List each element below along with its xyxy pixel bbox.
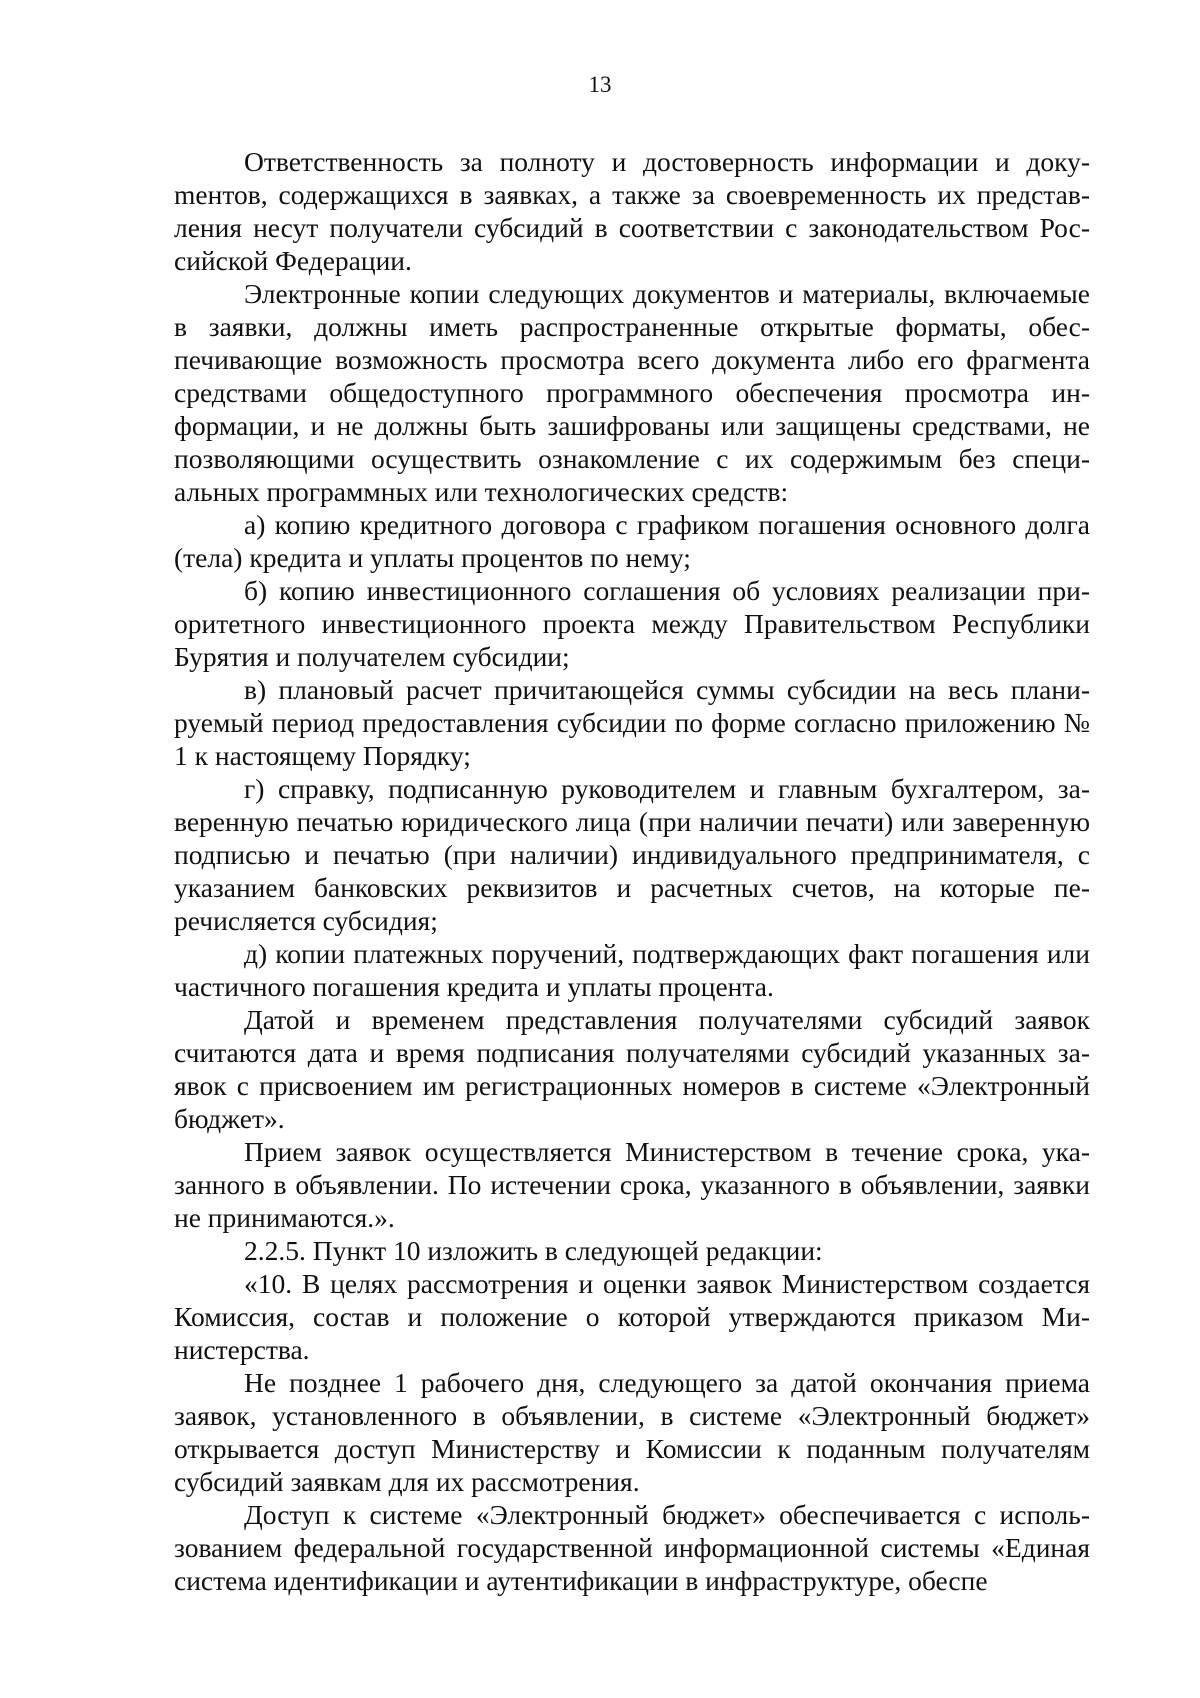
paragraph-responsibility: Ответственность за полноту и достоверность информации и докуmентов, содержащихся в заявках, а также за своевременность их представления несут получатели субсидий в соответствии с законодательством Российской Федерации. (174, 146, 1090, 276)
list-item-a: а) копию кредитного договора с графиком погашения основного долга (тела) кредита и уплаты процентов по нему; (174, 509, 1090, 573)
list-item-g: г) справку, подписанную руководителем и главным бухгалтером, заверенную печатью юридического лица (при наличии печати) или заверенную подписью и печатью (при наличии) индивидуального предпринимателя, с указанием банковских реквизитов и расчетных счетов, на которые перечисляется субсидия; (174, 773, 1090, 936)
page-number: 13 (588, 72, 612, 97)
paragraph-submission-date: Датой и временем представления получателями субсидий заявок считаются дата и время подписания получателями субсидий указанных заявок с присвоением им регистрационных номеров в системе «Электронный бюджет». (174, 1004, 1090, 1134)
paragraph-clause-2-2-5: 2.2.5. Пункт 10 изложить в следующей редакции: (244, 1235, 823, 1266)
paragraph-acceptance-period: Прием заявок осуществляется Министерством в течение срока, указанного в объявлении. По истечении срока, указанного в объявлении, заявки не принимаются.». (174, 1136, 1090, 1233)
paragraph-access-opening: Не позднее 1 рабочего дня, следующего за датой окончания приема заявок, установленного в объявлении, в системе «Электронный бюджет» открывается доступ Министерству и Комиссии к поданным получателям субсидий заявкам для их рассмотрения. (174, 1367, 1090, 1497)
paragraph-electronic-copies: Электронные копии следующих документов и материалы, включаемые в заявки, должны иметь распространенные открытые форматы, обеспечивающие возможность просмотра всего документа либо его фрагмента средствами общедоступного программного обеспечения просмотра информации, и не должны быть зашифрованы или защищены средствами, не позволяющими осуществить ознакомление с их содержимым без специальных программных или технологических средств: (174, 278, 1090, 507)
list-item-d: д) копии платежных поручений, подтверждающих факт погашения или частичного погашения кредита и уплаты процента. (174, 938, 1090, 1002)
list-item-b: б) копию инвестиционного соглашения об условиях реализации приоритетного инвестиционного проекта между Правительством Республики Бурятия и получателем субсидии; (174, 575, 1090, 672)
paragraph-commission: «10. В целях рассмотрения и оценки заявок Министерством создается Комиссия, состав и положение о которой утверждаются приказом Министерства. (174, 1268, 1090, 1365)
list-item-v: в) плановый расчет причитающейся суммы субсидии на весь планируемый период предоставления субсидии по форме согласно приложению № 1 к настоящему Порядку; (174, 674, 1090, 771)
paragraph-access-system: Доступ к системе «Электронный бюджет» обеспечивается с использованием федеральной государственной информационной системы «Единая система идентификации и аутентификации в инфраструктуре, обеспе (174, 1499, 1090, 1596)
document-body (174, 145, 1090, 1597)
